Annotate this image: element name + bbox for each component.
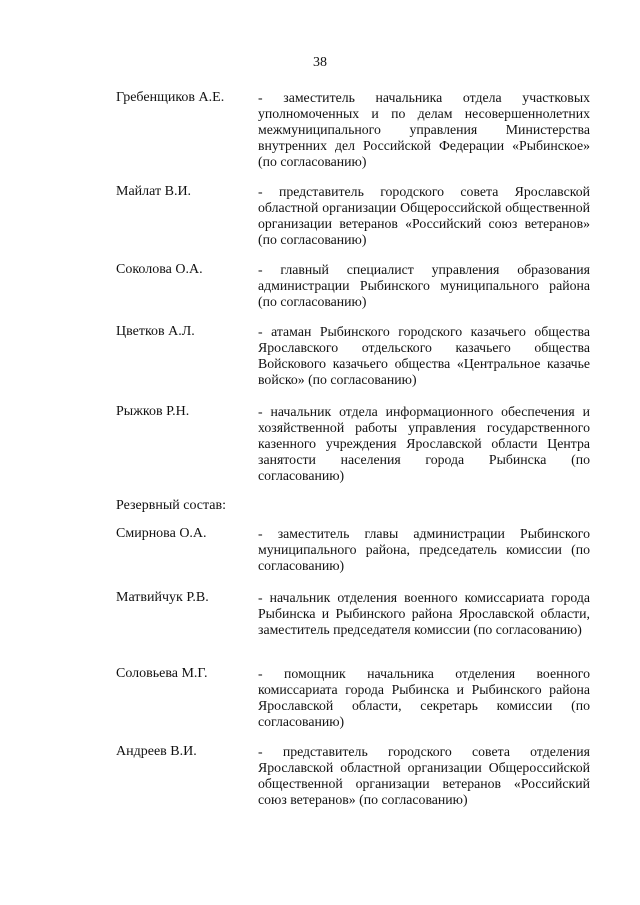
member-role: - начальник отделения военного комиссариата города Рыбинска и Рыбинского района Ярославской области, заместитель председателя комиссии (по согласованию) [258, 590, 590, 637]
page-number: 38 [313, 55, 327, 70]
member-role: - атаман Рыбинского городского казачьего общества Ярославского отдельского казачьего общества Войскового казачьего общества «Центральное казачье войско» (по согласованию) [258, 324, 590, 387]
member-role: - заместитель начальника отдела участковых уполномоченных и по делам несовершеннолетних межмуниципального управления Министерства внутренних дел Российской Федерации «Рыбинское» (по согласованию) [258, 90, 590, 169]
member-name: Андреев В.И. [116, 744, 197, 759]
member-name: Смирнова О.А. [116, 526, 207, 541]
member-role: - помощник начальника отделения военного комиссариата города Рыбинска и Рыбинского района Ярославской области, секретарь комиссии (по согласованию) [258, 666, 590, 729]
member-role: - начальник отдела информационного обеспечения и хозяйственной работы управления государственного казенного учреждения Ярославской области Центра занятости населения города Рыбинска (по согласованию) [258, 404, 590, 483]
member-role: - представитель городского совета Ярославской областной организации Общероссийской общественной организации ветеранов «Российский союз ветеранов» (по согласованию) [258, 184, 590, 247]
member-name: Гребенщиков А.Е. [116, 90, 225, 105]
member-name: Майлат В.И. [116, 184, 192, 199]
member-name: Матвийчук Р.В. [116, 590, 209, 605]
member-name: Соловьева М.Г. [116, 666, 208, 681]
member-role: - главный специалист управления образования администрации Рыбинского муниципального района (по согласованию) [258, 262, 590, 309]
member-name: Рыжков Р.Н. [116, 404, 190, 419]
reserve-section-title: Резервный состав: [116, 498, 227, 513]
member-name: Цветков А.Л. [116, 324, 195, 339]
member-name: Соколова О.А. [116, 262, 203, 277]
member-role: - представитель городского совета отделения Ярославской областной организации Общероссийской общественной организации ветеранов «Российский союз ветеранов» (по согласованию) [258, 744, 590, 807]
member-role: - заместитель главы администрации Рыбинского муниципального района, председатель комиссии (по согласованию) [258, 526, 590, 573]
